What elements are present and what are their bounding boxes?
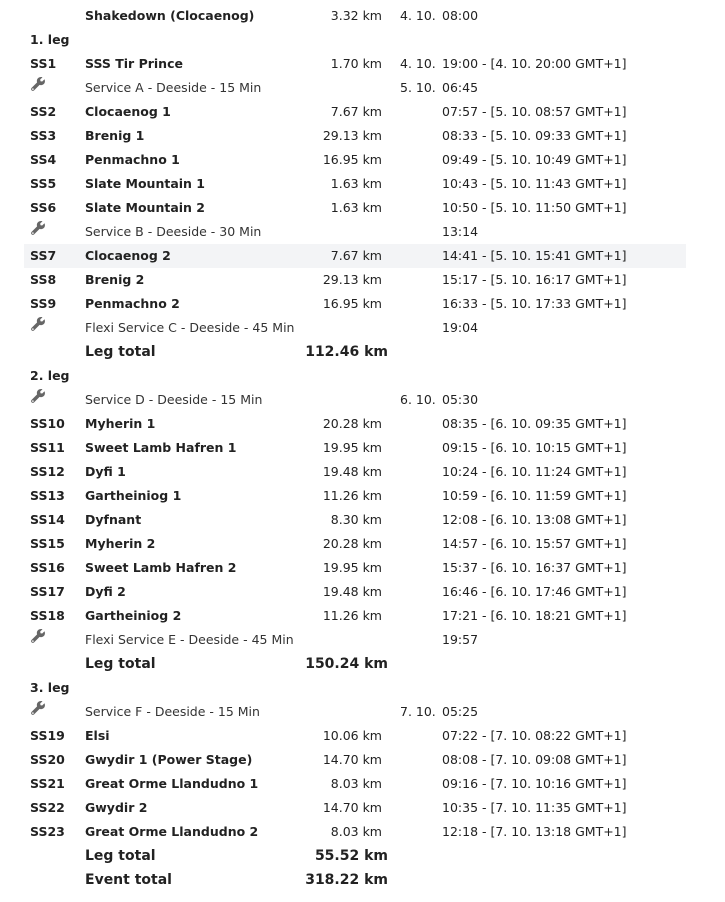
table-row	[24, 604, 686, 628]
leg-title: 1. leg	[30, 32, 70, 47]
stage-distance: 8.03 km	[330, 776, 382, 791]
stage-code: SS15	[30, 536, 65, 551]
stage-code: SS11	[30, 440, 65, 455]
service-name: Service A - Deeside - 15 Min	[85, 80, 262, 95]
table-row	[24, 412, 686, 436]
stage-name: Dyfi 1	[85, 464, 126, 479]
stage-code: SS5	[30, 176, 57, 191]
stage-time: 17:21 - [6. 10. 18:21 GMT+1]	[442, 608, 627, 623]
stage-time: 10:43 - [5. 10. 11:43 GMT+1]	[442, 176, 627, 191]
table-row	[24, 556, 686, 580]
stage-distance: 11.26 km	[322, 608, 382, 623]
wrench-icon	[30, 388, 46, 404]
stage-distance: 19.95 km	[322, 440, 382, 455]
total-label: Event total	[85, 872, 172, 888]
wrench-icon	[30, 220, 46, 236]
stage-distance: 1.63 km	[330, 176, 382, 191]
total-value: 318.22 km	[305, 872, 388, 888]
stage-name: Gartheiniog 2	[85, 608, 182, 623]
stage-code: SS22	[30, 800, 65, 815]
stage-distance: 8.03 km	[330, 824, 382, 839]
stage-distance: 14.70 km	[322, 752, 382, 767]
stage-name: Dyfnant	[85, 512, 142, 527]
table-row	[24, 820, 686, 844]
stage-name: Gartheiniog 1	[85, 488, 182, 503]
stage-code: SS4	[30, 152, 57, 167]
stage-code: SS14	[30, 512, 65, 527]
stage-code: SS8	[30, 272, 57, 287]
service-day: 7. 10.	[400, 704, 436, 719]
stage-time: 19:00 - [4. 10. 20:00 GMT+1]	[442, 56, 627, 71]
leg-title: 2. leg	[30, 368, 70, 383]
stage-name: Penmachno 1	[85, 152, 180, 167]
stage-distance: 16.95 km	[322, 296, 382, 311]
wrench-icon	[30, 700, 46, 716]
stage-distance: 20.28 km	[322, 416, 382, 431]
stage-time: 10:24 - [6. 10. 11:24 GMT+1]	[442, 464, 627, 479]
table-row	[24, 148, 686, 172]
service-time: 06:45	[442, 80, 479, 95]
table-row	[24, 460, 686, 484]
stage-time: 08:00	[442, 8, 479, 23]
table-row	[24, 100, 686, 124]
stage-name: Gwydir 1 (Power Stage)	[85, 752, 253, 767]
stage-time: 15:37 - [6. 10. 16:37 GMT+1]	[442, 560, 627, 575]
stage-code: SS13	[30, 488, 65, 503]
service-day: 6. 10.	[400, 392, 436, 407]
stage-distance: 3.32 km	[330, 8, 382, 23]
total-row	[24, 652, 686, 676]
stage-distance: 29.13 km	[322, 272, 382, 287]
total-row	[24, 340, 686, 364]
service-time: 05:25	[442, 704, 479, 719]
table-row	[24, 244, 686, 268]
stage-time: 10:50 - [5. 10. 11:50 GMT+1]	[442, 200, 627, 215]
stage-distance: 14.70 km	[322, 800, 382, 815]
stage-time: 14:41 - [5. 10. 15:41 GMT+1]	[442, 248, 627, 263]
stage-name: Elsi	[85, 728, 110, 743]
table-row	[24, 796, 686, 820]
stage-name: Slate Mountain 1	[85, 176, 205, 191]
stage-name: Sweet Lamb Hafren 1	[85, 440, 237, 455]
service-day: 5. 10.	[400, 80, 436, 95]
stage-time: 15:17 - [5. 10. 16:17 GMT+1]	[442, 272, 627, 287]
stage-name: Shakedown (Clocaenog)	[85, 8, 255, 23]
stage-distance: 7.67 km	[330, 104, 382, 119]
stage-time: 08:35 - [6. 10. 09:35 GMT+1]	[442, 416, 627, 431]
stage-time: 16:33 - [5. 10. 17:33 GMT+1]	[442, 296, 627, 311]
stage-time: 14:57 - [6. 10. 15:57 GMT+1]	[442, 536, 627, 551]
total-value: 150.24 km	[305, 656, 388, 672]
stage-code: SS7	[30, 248, 57, 263]
stage-code: SS9	[30, 296, 57, 311]
table-row	[24, 580, 686, 604]
stage-name: Dyfi 2	[85, 584, 126, 599]
table-row	[24, 268, 686, 292]
stage-distance: 11.26 km	[322, 488, 382, 503]
table-row	[24, 52, 686, 76]
total-label: Leg total	[85, 656, 156, 672]
stage-name: Clocaenog 1	[85, 104, 171, 119]
stage-name: Brenig 2	[85, 272, 145, 287]
table-row	[24, 724, 686, 748]
stage-day: 4. 10.	[400, 8, 436, 23]
stage-distance: 1.63 km	[330, 200, 382, 215]
total-row	[24, 844, 686, 868]
stage-time: 08:08 - [7. 10. 09:08 GMT+1]	[442, 752, 627, 767]
stage-distance: 10.06 km	[322, 728, 382, 743]
stage-time: 08:33 - [5. 10. 09:33 GMT+1]	[442, 128, 627, 143]
stage-name: Clocaenog 2	[85, 248, 171, 263]
stage-time: 07:57 - [5. 10. 08:57 GMT+1]	[442, 104, 627, 119]
total-value: 112.46 km	[305, 344, 388, 360]
total-value: 55.52 km	[314, 848, 388, 864]
stage-name: Myherin 1	[85, 416, 156, 431]
stage-time: 12:08 - [6. 10. 13:08 GMT+1]	[442, 512, 627, 527]
stage-name: Great Orme Llandudno 2	[85, 824, 259, 839]
stage-time: 09:15 - [6. 10. 10:15 GMT+1]	[442, 440, 627, 455]
leg-title: 3. leg	[30, 680, 70, 695]
total-row	[24, 868, 686, 892]
service-name: Service B - Deeside - 30 Min	[85, 224, 262, 239]
stage-code: SS20	[30, 752, 65, 767]
wrench-icon	[30, 628, 46, 644]
stage-name: Myherin 2	[85, 536, 156, 551]
service-name: Flexi Service E - Deeside - 45 Min	[85, 632, 294, 647]
stage-name: Brenig 1	[85, 128, 145, 143]
service-row	[24, 316, 686, 340]
stage-distance: 8.30 km	[330, 512, 382, 527]
leg-header	[24, 364, 686, 388]
stage-code: SS1	[30, 56, 57, 71]
table-row	[24, 508, 686, 532]
service-time: 05:30	[442, 392, 479, 407]
service-time: 13:14	[442, 224, 479, 239]
wrench-icon	[30, 76, 46, 92]
stage-code: SS18	[30, 608, 65, 623]
stage-distance: 19.48 km	[322, 464, 382, 479]
leg-header	[24, 676, 686, 700]
stage-day: 4. 10.	[400, 56, 436, 71]
stage-distance: 16.95 km	[322, 152, 382, 167]
stage-time: 09:16 - [7. 10. 10:16 GMT+1]	[442, 776, 627, 791]
service-row	[24, 76, 686, 100]
stage-code: SS12	[30, 464, 65, 479]
stage-distance: 20.28 km	[322, 536, 382, 551]
service-time: 19:57	[442, 632, 479, 647]
stage-code: SS23	[30, 824, 65, 839]
table-row	[24, 124, 686, 148]
table-row	[24, 532, 686, 556]
stage-distance: 19.95 km	[322, 560, 382, 575]
leg-header	[24, 28, 686, 52]
service-row	[24, 220, 686, 244]
stage-time: 10:35 - [7. 10. 11:35 GMT+1]	[442, 800, 627, 815]
table-row	[24, 436, 686, 460]
table-row	[24, 772, 686, 796]
stage-code: SS21	[30, 776, 65, 791]
table-row	[24, 484, 686, 508]
stage-name: Sweet Lamb Hafren 2	[85, 560, 237, 575]
table-row	[24, 292, 686, 316]
stage-name: Slate Mountain 2	[85, 200, 205, 215]
stage-code: SS16	[30, 560, 65, 575]
stage-code: SS10	[30, 416, 65, 431]
table-row	[24, 172, 686, 196]
service-name: Service F - Deeside - 15 Min	[85, 704, 260, 719]
stage-time: 16:46 - [6. 10. 17:46 GMT+1]	[442, 584, 627, 599]
stage-name: Penmachno 2	[85, 296, 180, 311]
table-row	[24, 748, 686, 772]
service-row	[24, 388, 686, 412]
stage-name: Gwydir 2	[85, 800, 148, 815]
service-row	[24, 628, 686, 652]
stage-distance: 7.67 km	[330, 248, 382, 263]
stage-code: SS6	[30, 200, 57, 215]
stage-time: 09:49 - [5. 10. 10:49 GMT+1]	[442, 152, 627, 167]
wrench-icon	[30, 316, 46, 332]
stage-name: Great Orme Llandudno 1	[85, 776, 259, 791]
table-row	[24, 4, 686, 28]
table-row	[24, 196, 686, 220]
stage-name: SSS Tir Prince	[85, 56, 183, 71]
stage-code: SS3	[30, 128, 57, 143]
stage-time: 12:18 - [7. 10. 13:18 GMT+1]	[442, 824, 627, 839]
stage-distance: 19.48 km	[322, 584, 382, 599]
service-time: 19:04	[442, 320, 479, 335]
stage-code: SS19	[30, 728, 65, 743]
stage-time: 07:22 - [7. 10. 08:22 GMT+1]	[442, 728, 627, 743]
stage-time: 10:59 - [6. 10. 11:59 GMT+1]	[442, 488, 627, 503]
service-name: Service D - Deeside - 15 Min	[85, 392, 263, 407]
stage-code: SS17	[30, 584, 65, 599]
total-label: Leg total	[85, 848, 156, 864]
stage-code: SS2	[30, 104, 57, 119]
total-label: Leg total	[85, 344, 156, 360]
service-name: Flexi Service C - Deeside - 45 Min	[85, 320, 295, 335]
stage-distance: 29.13 km	[322, 128, 382, 143]
service-row	[24, 700, 686, 724]
stage-distance: 1.70 km	[330, 56, 382, 71]
